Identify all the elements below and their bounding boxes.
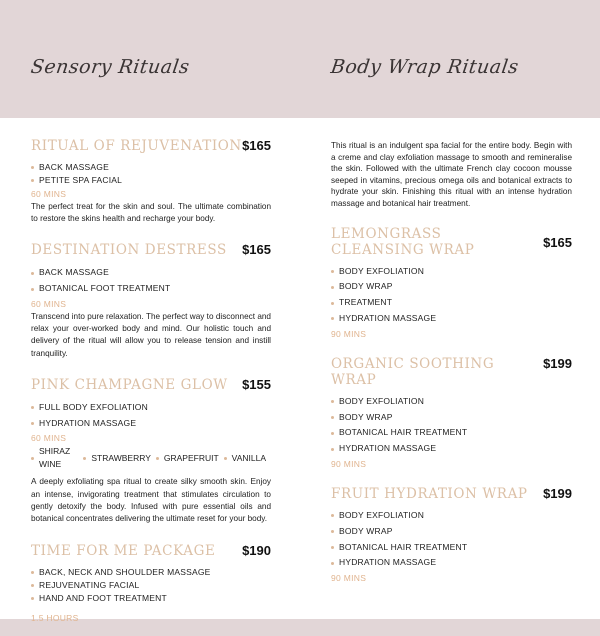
list-item: BOTANICAL FOOT TREATMENT [31,281,271,297]
list-item: FULL BODY EXFOLIATION [31,400,271,416]
list-item: HYDRATION MASSAGE [331,441,572,457]
ritual-title: DESTINATION DESTRESS [31,242,227,259]
list-item: BODY WRAP [331,410,572,426]
wrap-fruit [331,486,572,584]
bullet-icon [331,416,334,419]
feature-list [31,566,271,605]
bullet-icon [31,406,34,409]
list-item: HYDRATION MASSAGE [331,555,572,571]
ritual-rejuvenation [31,138,271,225]
ritual-champagne [31,377,271,525]
bullet-icon [331,286,334,289]
list-item: BODY WRAP [331,279,572,295]
bullet-icon [31,179,34,182]
feature-list [31,265,271,297]
ritual-price: $165 [242,242,271,258]
list-item: TREATMENT [331,295,572,311]
description: A deeply exfoliating spa ritual to create silky smooth skin. Enjoy an intense, invigorating treatment that stimulates circulation to gently detoxify the body. Infused with pure essential oils and botanical concentrates delivering the ultimate reset for your body. [31,477,271,524]
list-item: GRAPEFRUIT [156,445,219,471]
list-item: STRAWBERRY [83,445,151,471]
ritual-title: TIME FOR ME PACKAGE [31,543,216,560]
duration: 90 MINS [331,573,367,584]
wrap-lemongrass [331,226,572,340]
bullet-icon [31,166,34,169]
duration: 90 MINS [331,328,367,339]
bullet-icon [331,514,334,517]
bullet-icon [31,422,34,425]
bullet-icon [331,448,334,451]
ritual-title: RITUAL OF REJUVENATION [31,138,242,154]
list-item: BACK MASSAGE [31,265,271,281]
ritual-price: $165 [543,234,572,250]
section-heading-body-wrap: Body Wrap Rituals [329,56,521,78]
ritual-title: LEMONGRASS CLEANSING WRAP [331,225,475,258]
list-item: BODY WRAP [331,524,572,540]
ritual-price: $199 [543,355,572,371]
bullet-icon [331,400,334,403]
duration: 60 MINS [31,299,67,309]
bullet-icon [331,317,334,320]
feature-list [331,264,572,327]
flavour-list [31,445,271,471]
ritual-title: FRUIT HYDRATION WRAP [331,485,528,502]
bullet-icon [331,530,334,533]
bullet-icon [31,597,34,600]
duration: 1.5 HOURS [31,613,79,624]
sensory-rituals-column [31,138,271,624]
bullet-icon [224,457,227,460]
feature-list [31,161,271,187]
ritual-price: $165 [242,138,271,153]
ritual-price: $155 [242,376,271,392]
bullet-icon [31,272,34,275]
list-item: BODY EXFOLIATION [331,394,572,410]
ritual-price: $190 [242,543,271,559]
feature-list [331,508,572,571]
list-item: BACK, NECK AND SHOULDER MASSAGE [31,566,271,579]
list-item: HYDRATION MASSAGE [331,311,572,327]
list-item: BOTANICAL HAIR TREATMENT [331,425,572,441]
wrap-organic [331,356,572,470]
list-item: BOTANICAL HAIR TREATMENT [331,540,572,556]
ritual-title: PINK CHAMPAGNE GLOW [31,376,228,393]
list-item: HAND AND FOOT TREATMENT [31,592,271,605]
duration: 60 MINS [31,433,67,444]
bullet-icon [331,562,334,565]
list-item: HYDRATION MASSAGE [31,416,271,432]
bullet-icon [31,457,34,460]
bullet-icon [331,302,334,305]
ritual-destress [31,242,271,359]
list-item: REJUVENATING FACIAL [31,579,271,592]
bullet-icon [31,584,34,587]
bullet-icon [331,432,334,435]
ritual-price: $199 [543,485,572,501]
section-heading-sensory: Sensory Rituals [29,56,191,78]
bullet-icon [31,288,34,291]
list-item: VANILLA [224,445,266,471]
list-item: SHIRAZ WINE [31,445,78,471]
list-item: PETITE SPA FACIAL [31,174,271,187]
ritual-title: ORGANIC SOOTHING WRAP [331,355,495,388]
list-item: BODY EXFOLIATION [331,508,572,524]
body-wrap-column [331,139,572,584]
list-item: BACK MASSAGE [31,161,271,174]
description: The perfect treat for the skin and soul. The ultimate combination to restore the skins health and recharge your body. [31,202,271,224]
ritual-time-for-me [31,543,271,624]
duration: 90 MINS [331,458,367,469]
bullet-icon [156,457,159,460]
list-item: BODY EXFOLIATION [331,264,572,280]
bullet-icon [83,457,86,460]
bullet-icon [331,270,334,273]
feature-list [331,394,572,457]
body-wrap-intro: This ritual is an indulgent spa facial for the entire body. Begin with a creme and clay exfoliation massage to smooth and remineralise the skin. Followed with the ultimate French clay cocoon mousse seeped in vitamins, precious omega oils and botanical extracts to hydrate your skin. Finishing this ritual with an intense hydration massage and botanical hair treatment. [331,141,572,208]
bullet-icon [31,571,34,574]
bullet-icon [331,546,334,549]
description: Transcend into pure relaxation. The perfect way to disconnect and relax your over-worked body and mind. Our holistic touch and delivery of the ritual will allow you to release tension and instill tranquility. [31,312,271,358]
feature-list [31,400,271,432]
duration: 60 MINS [31,189,67,199]
